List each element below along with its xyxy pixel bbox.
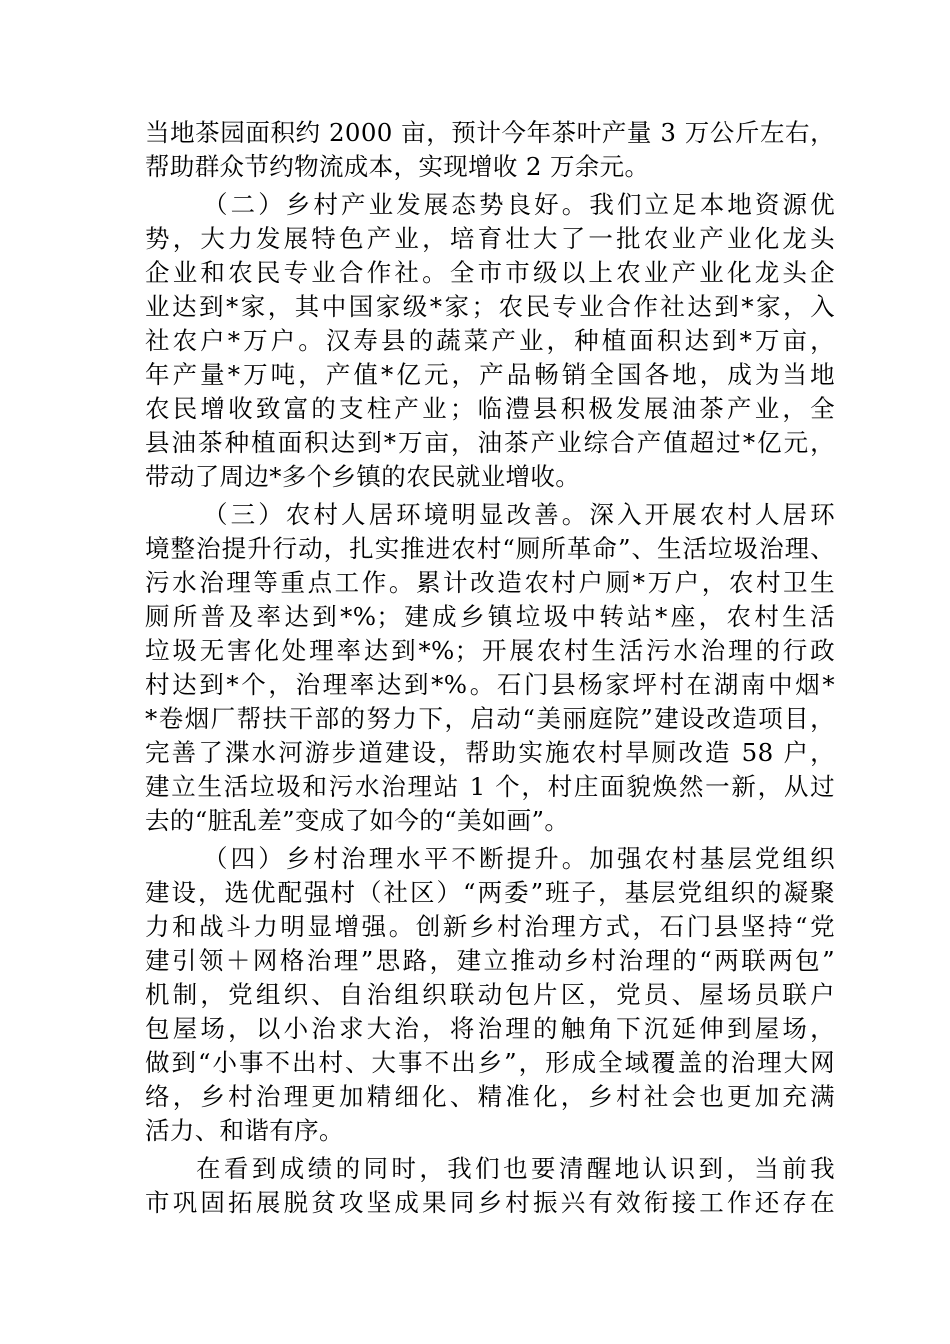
text-line: 去的“脏乱差”变成了如今的“美如画”。 (145, 806, 570, 835)
text-line: 市巩固拓展脱贫攻坚成果同乡村振兴有效衔接工作还存在 (145, 1188, 835, 1217)
text-line: 建设，选优配强村（社区）“两委”班子，基层党组织的凝聚 (145, 878, 835, 907)
text-line: 县油茶种植面积达到*万亩，油茶产业综合产值超过*亿元， (145, 428, 835, 457)
text-line: 机制，党组织、自治组织联动包片区，党员、屋场员联户 (145, 980, 835, 1009)
text-line: 络，乡村治理更加精细化、精准化，乡村社会也更加充满 (145, 1082, 835, 1111)
text-line: 业达到*家，其中国家级*家；农民专业合作社达到*家，入 (145, 292, 835, 321)
text-line: 帮助群众节约物流成本，实现增收 2 万余元。 (145, 152, 650, 181)
text-line: 力和战斗力明显增强。创新乡村治理方式，石门县坚持“党 (145, 912, 835, 941)
text-line: *卷烟厂帮扶干部的努力下，启动“美丽庭院”建设改造项目， (145, 704, 835, 733)
text-line: 垃圾无害化处理率达到*%；开展农村生活污水治理的行政 (145, 636, 835, 665)
paragraph-heading-2: （二）乡村产业发展态势良好。我们立足本地资源优 (203, 190, 835, 219)
text-line: 企业和农民专业合作社。全市市级以上农业产业化龙头企 (145, 258, 835, 287)
text-line: 年产量*万吨，产值*亿元，产品畅销全国各地，成为当地 (145, 360, 835, 389)
paragraph-start: 在看到成绩的同时，我们也要清醒地认识到，当前我 (196, 1154, 835, 1183)
text-line: 境整治提升行动，扎实推进农村“厕所革命”、生活垃圾治理、 (145, 534, 835, 563)
text-line: 农民增收致富的支柱产业；临澧县积极发展油茶产业，全 (145, 394, 835, 423)
text-line: 建引领＋网格治理”思路，建立推动乡村治理的“两联两包” (145, 946, 835, 975)
text-line: 村达到*个，治理率达到*%。石门县杨家坪村在湖南中烟* (145, 670, 835, 699)
paragraph-heading-4: （四）乡村治理水平不断提升。加强农村基层党组织 (203, 844, 835, 873)
text-line: 当地茶园面积约 2000 亩，预计今年茶叶产量 3 万公斤左右， (145, 118, 835, 147)
text-line: 完善了渫水河游步道建设，帮助实施农村旱厕改造 58 户， (145, 738, 835, 767)
text-line: 厕所普及率达到*%；建成乡镇垃圾中转站*座，农村生活 (145, 602, 835, 631)
text-line: 带动了周边*多个乡镇的农民就业增收。 (145, 462, 581, 491)
text-line: 做到“小事不出村、大事不出乡”，形成全域覆盖的治理大网 (145, 1048, 835, 1077)
text-line: 建立生活垃圾和污水治理站 1 个，村庄面貌焕然一新，从过 (145, 772, 835, 801)
text-line: 包屋场，以小治求大治，将治理的触角下沉延伸到屋场， (145, 1014, 835, 1043)
text-line: 污水治理等重点工作。累计改造农村户厕*万户，农村卫生 (145, 568, 835, 597)
paragraph-heading-3: （三）农村人居环境明显改善。深入开展农村人居环 (203, 500, 835, 529)
text-line: 活力、和谐有序。 (145, 1116, 344, 1145)
text-line: 势，大力发展特色产业，培育壮大了一批农业产业化龙头 (145, 224, 835, 253)
text-line: 社农户*万户。汉寿县的蔬菜产业，种植面积达到*万亩， (145, 326, 835, 355)
